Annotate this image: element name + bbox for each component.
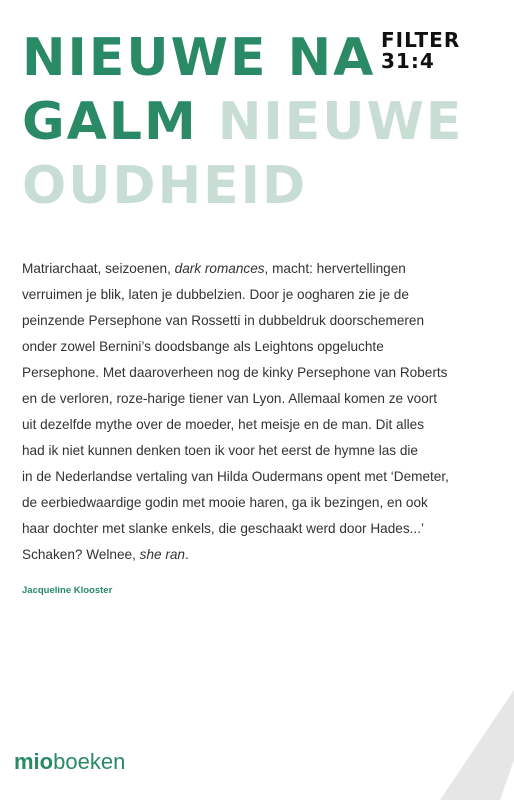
logo-boeken: boeken — [53, 749, 126, 774]
title-line-3: OUDHEID — [22, 156, 308, 216]
series-number: 31:4 — [381, 49, 435, 73]
series-name: FILTER — [381, 28, 461, 52]
publisher-logo — [14, 747, 125, 777]
title-line-2: GALM NIEUWE — [22, 92, 464, 152]
title-line-1: NIEUWE NA — [22, 28, 376, 88]
blurb-text: Matriarchaat, seizoenen, dark romances, macht: hervertellingen verruimen je blik, laten je dubbelzien. Door je oogharen zie je de peinzende Persephone van Rossetti in dubbeldruk doorschemeren onder zowel Bernini’s doodsbange als Leightons opgeluchte Persephone. Met daaroverheen nog de kinky Persephone van Roberts en de verloren, roze-harige tiener van Lyon. Allemaal komen ze voort uit dezelfde mythe over de moeder, het meisje en de man. Dit alles had ik niet kunnen denken toen ik voor het eerst de hymne las die in de Nederlandse vertaling van Hilda Oudermans opent met ‘Demeter, de eerbiedwaardige godin met mooie haren, ga ik bezingen, en ook haar dochter met slanke enkels, die geschaakt werd door Hades...’ Schaken? Welnee, she ran. — [22, 261, 449, 562]
series-label — [381, 30, 460, 72]
logo-mio: mio — [14, 749, 54, 774]
author-name: Jacqueline Klooster — [22, 585, 113, 596]
stripe-band — [440, 690, 514, 800]
